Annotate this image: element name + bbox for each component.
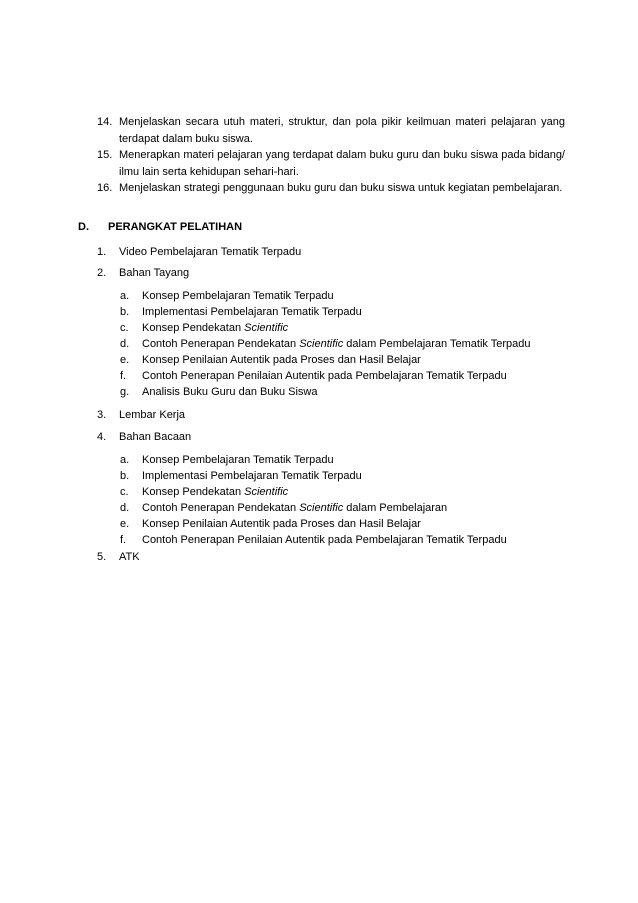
- item-label: Video Pembelajaran Tematik Terpadu: [119, 246, 302, 258]
- item-label: Lembar Kerja: [119, 409, 186, 421]
- sub-list-item: [120, 338, 531, 350]
- sub-item-letter: c.: [120, 486, 129, 498]
- list-item: [97, 267, 189, 279]
- item-label: Bahan Tayang: [119, 267, 190, 279]
- sub-item-label: Konsep Pembelajaran Tematik Terpadu: [142, 454, 334, 466]
- objective-text-line: terdapat dalam buku siswa.: [119, 133, 253, 145]
- sub-item-italic: Scientific: [244, 322, 289, 334]
- sub-item-italic: Scientific: [299, 338, 344, 350]
- sub-item-letter: a.: [120, 290, 130, 302]
- list-item: [97, 431, 191, 443]
- sub-item-letter: f.: [120, 534, 127, 546]
- list-item: [97, 551, 140, 563]
- sub-item-italic: Scientific: [299, 502, 344, 514]
- sub-item-label: Konsep Penilaian Autentik pada Proses dan Hasil Belajar: [142, 354, 421, 366]
- section-title: PERANGKAT PELATIHAN: [108, 221, 243, 233]
- sub-item-label: Contoh Penerapan Pendekatan: [142, 338, 300, 350]
- item-label: ATK: [119, 551, 140, 563]
- objective-text-line: Menerapkan materi pelajaran yang terdapat dalam buku guru dan buku siswa pada bidang/: [119, 149, 565, 161]
- sub-item-letter: b.: [120, 306, 130, 318]
- sub-item-italic: Scientific: [244, 486, 289, 498]
- sub-list-item: [120, 290, 334, 302]
- item-number: 3.: [97, 409, 107, 421]
- sub-list-item: [120, 370, 507, 382]
- sub-item-letter: b.: [120, 470, 130, 482]
- sub-item-letter: c.: [120, 322, 129, 334]
- sub-item-label: Contoh Penerapan Penilaian Autentik pada Pembelajaran Tematik Terpadu: [142, 534, 507, 546]
- sub-item-letter: f.: [120, 370, 127, 382]
- sub-item-letter: d.: [120, 338, 130, 350]
- objective-number: 14.: [97, 116, 113, 128]
- sub-item-letter: e.: [120, 518, 130, 530]
- objective-number: 16.: [97, 182, 113, 194]
- sub-list-item: [120, 454, 334, 466]
- sub-list-item: [120, 486, 288, 498]
- sub-item-label: Implementasi Pembelajaran Tematik Terpadu: [142, 306, 362, 318]
- sub-item-letter: a.: [120, 454, 130, 466]
- sub-item-label: Contoh Penerapan Penilaian Autentik pada Pembelajaran Tematik Terpadu: [142, 370, 507, 382]
- sub-item-letter: e.: [120, 354, 130, 366]
- item-number: 1.: [97, 246, 107, 258]
- sub-item-label-suffix: dalam Pembelajaran: [343, 502, 448, 514]
- sub-list-item: [120, 518, 421, 530]
- objective-item: [97, 180, 565, 197]
- sub-item-label: Analisis Buku Guru dan Buku Siswa: [142, 386, 318, 398]
- item-label: Bahan Bacaan: [119, 431, 192, 443]
- objective-text-line: ilmu lain serta kehidupan sehari-hari.: [119, 166, 299, 178]
- list-item: [97, 246, 301, 258]
- list-item: [97, 409, 185, 421]
- objective-item: [97, 147, 565, 181]
- sub-list-item: [120, 322, 288, 334]
- objective-number: 15.: [97, 149, 113, 161]
- item-number: 2.: [97, 267, 107, 279]
- sub-item-label: Konsep Pendekatan: [142, 322, 245, 334]
- objective-text-line: Menjelaskan secara utuh materi, struktur, dan pola pikir keilmuan materi pelajaran yang: [119, 116, 565, 128]
- sub-list-item: [120, 534, 507, 546]
- sub-list-item: [120, 306, 362, 318]
- sub-list-item: [120, 354, 421, 366]
- section-letter: D.: [78, 221, 89, 233]
- objective-item: [97, 114, 565, 148]
- sub-list-item: [120, 386, 317, 398]
- sub-item-letter: d.: [120, 502, 130, 514]
- sub-item-label: Contoh Penerapan Pendekatan: [142, 502, 300, 514]
- sub-list-item: [120, 470, 362, 482]
- sub-item-label: Konsep Pendekatan: [142, 486, 245, 498]
- item-number: 5.: [97, 551, 107, 563]
- sub-item-label: Konsep Pembelajaran Tematik Terpadu: [142, 290, 334, 302]
- sub-list-item: [120, 502, 447, 514]
- sub-item-label: Konsep Penilaian Autentik pada Proses dan Hasil Belajar: [142, 518, 421, 530]
- section-heading: [78, 221, 242, 233]
- sub-item-label: Implementasi Pembelajaran Tematik Terpadu: [142, 470, 362, 482]
- item-number: 4.: [97, 431, 107, 443]
- sub-item-letter: g.: [120, 386, 130, 398]
- objective-text-line: Menjelaskan strategi penggunaan buku guru dan buku siswa untuk kegiatan pembelajaran.: [119, 182, 563, 194]
- sub-item-label-suffix: dalam Pembelajaran Tematik Terpadu: [343, 338, 531, 350]
